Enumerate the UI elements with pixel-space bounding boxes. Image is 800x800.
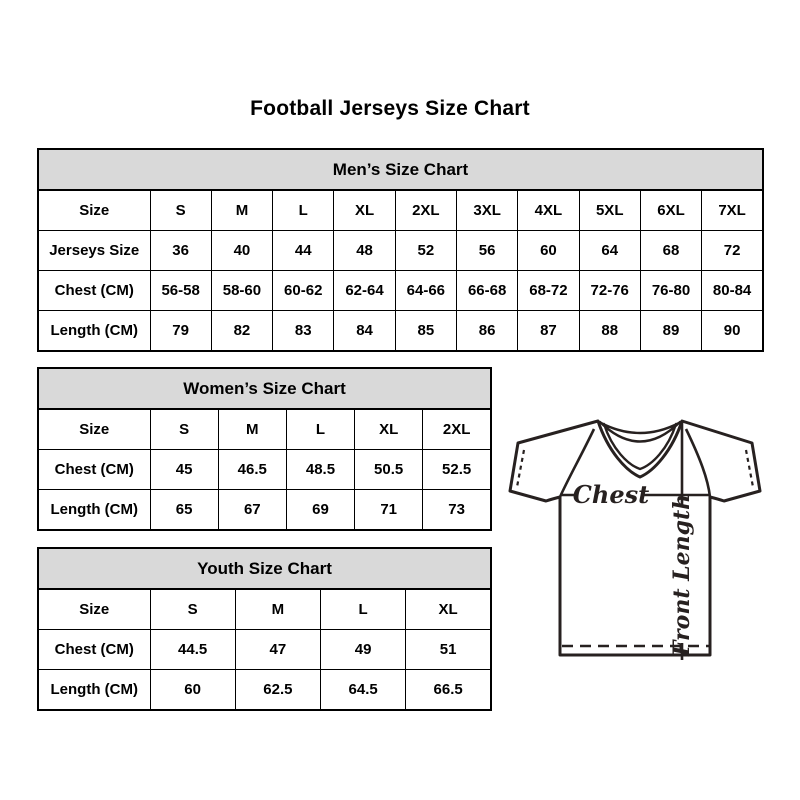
value-cell: 40 <box>211 231 272 271</box>
value-cell: 51 <box>406 630 491 670</box>
value-cell: S <box>150 190 211 231</box>
row-label: Size <box>38 190 150 231</box>
value-cell: 64-66 <box>395 271 456 311</box>
value-cell: 44 <box>273 231 334 271</box>
value-cell: 52 <box>395 231 456 271</box>
value-cell: 66-68 <box>456 271 517 311</box>
value-cell: 4XL <box>518 190 579 231</box>
value-cell: XL <box>334 190 395 231</box>
row-label: Length (CM) <box>38 311 150 352</box>
row-label: Length (CM) <box>38 670 150 711</box>
value-cell: 66.5 <box>406 670 491 711</box>
value-cell: 83 <box>273 311 334 352</box>
table-row <box>38 589 491 630</box>
youth-size-table <box>37 547 492 711</box>
table-row <box>38 670 491 711</box>
value-cell: 86 <box>456 311 517 352</box>
front-length-label: Front Length <box>669 493 695 657</box>
value-cell: 64.5 <box>321 670 406 711</box>
value-cell: M <box>235 589 320 630</box>
value-cell: 7XL <box>702 190 763 231</box>
table-row <box>38 409 491 450</box>
value-cell: 56-58 <box>150 271 211 311</box>
row-label: Length (CM) <box>38 490 150 531</box>
value-cell: 73 <box>423 490 491 531</box>
value-cell: L <box>286 409 354 450</box>
table-title-row <box>38 548 491 589</box>
value-cell: 2XL <box>423 409 491 450</box>
value-cell: 36 <box>150 231 211 271</box>
table-row <box>38 630 491 670</box>
value-cell: 88 <box>579 311 640 352</box>
table-row <box>38 450 491 490</box>
value-cell: 60 <box>150 670 235 711</box>
mens-size-table <box>37 148 764 352</box>
value-cell: 62.5 <box>235 670 320 711</box>
page-title: Football Jerseys Size Chart <box>250 97 530 120</box>
table-row <box>38 311 763 352</box>
table-title: Men’s Size Chart <box>38 149 763 190</box>
table-title-row <box>38 149 763 190</box>
value-cell: 69 <box>286 490 354 531</box>
value-cell: 3XL <box>456 190 517 231</box>
value-cell: 87 <box>518 311 579 352</box>
value-cell: XL <box>355 409 423 450</box>
value-cell: 47 <box>235 630 320 670</box>
value-cell: 45 <box>150 450 218 490</box>
value-cell: 46.5 <box>218 450 286 490</box>
value-cell: M <box>211 190 272 231</box>
table-title: Women’s Size Chart <box>38 368 491 409</box>
row-label: Chest (CM) <box>38 271 150 311</box>
value-cell: 90 <box>702 311 763 352</box>
value-cell: 5XL <box>579 190 640 231</box>
value-cell: XL <box>406 589 491 630</box>
jersey-measurement-diagram <box>506 413 764 665</box>
value-cell: 71 <box>355 490 423 531</box>
value-cell: 60 <box>518 231 579 271</box>
value-cell: 50.5 <box>355 450 423 490</box>
value-cell: 68 <box>640 231 701 271</box>
value-cell: M <box>218 409 286 450</box>
value-cell: 68-72 <box>518 271 579 311</box>
value-cell: 84 <box>334 311 395 352</box>
table-title-row <box>38 368 491 409</box>
value-cell: L <box>321 589 406 630</box>
row-label: Chest (CM) <box>38 450 150 490</box>
value-cell: 64 <box>579 231 640 271</box>
chest-label: Chest <box>572 480 650 509</box>
value-cell: 49 <box>321 630 406 670</box>
row-label: Size <box>38 589 150 630</box>
row-label: Chest (CM) <box>38 630 150 670</box>
value-cell: 2XL <box>395 190 456 231</box>
value-cell: 89 <box>640 311 701 352</box>
value-cell: 80-84 <box>702 271 763 311</box>
value-cell: S <box>150 409 218 450</box>
value-cell: 85 <box>395 311 456 352</box>
value-cell: 82 <box>211 311 272 352</box>
table-row <box>38 190 763 231</box>
value-cell: 76-80 <box>640 271 701 311</box>
table-row <box>38 231 763 271</box>
value-cell: L <box>273 190 334 231</box>
value-cell: 60-62 <box>273 271 334 311</box>
value-cell: 48 <box>334 231 395 271</box>
value-cell: 72 <box>702 231 763 271</box>
row-label: Size <box>38 409 150 450</box>
table-row <box>38 490 491 531</box>
value-cell: 56 <box>456 231 517 271</box>
table-row <box>38 271 763 311</box>
value-cell: 6XL <box>640 190 701 231</box>
table-title: Youth Size Chart <box>38 548 491 589</box>
value-cell: 62-64 <box>334 271 395 311</box>
value-cell: 52.5 <box>423 450 491 490</box>
womens-size-table <box>37 367 492 531</box>
value-cell: 44.5 <box>150 630 235 670</box>
value-cell: 48.5 <box>286 450 354 490</box>
value-cell: S <box>150 589 235 630</box>
row-label: Jerseys Size <box>38 231 150 271</box>
value-cell: 58-60 <box>211 271 272 311</box>
value-cell: 65 <box>150 490 218 531</box>
value-cell: 72-76 <box>579 271 640 311</box>
value-cell: 79 <box>150 311 211 352</box>
value-cell: 67 <box>218 490 286 531</box>
jersey-outline-shape <box>510 421 760 655</box>
